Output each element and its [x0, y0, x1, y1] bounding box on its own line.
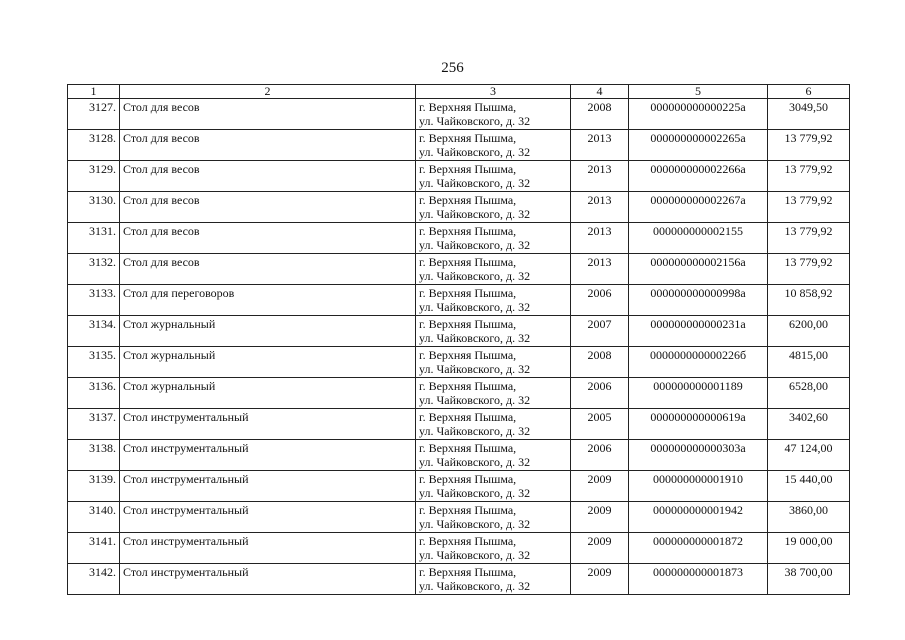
row-number-cell: 3127. — [68, 99, 120, 130]
address-street: ул. Чайковского, д. 32 — [419, 145, 531, 159]
address-city: г. Верхняя Пышма, — [419, 472, 517, 486]
year-cell: 2006 — [571, 440, 629, 471]
address-street: ул. Чайковского, д. 32 — [419, 238, 531, 252]
row-number-cell: 3133. — [68, 285, 120, 316]
row-number-cell: 3136. — [68, 378, 120, 409]
inventory-code-cell: 000000000000226б — [629, 347, 768, 378]
address-cell — [416, 285, 571, 316]
row-number-cell: 3130. — [68, 192, 120, 223]
value-cell: 4815,00 — [768, 347, 850, 378]
address-street: ул. Чайковского, д. 32 — [419, 207, 531, 221]
address-cell — [416, 316, 571, 347]
item-name-cell: Стол для весов — [120, 130, 416, 161]
table-body — [68, 99, 850, 595]
value-cell: 10 858,92 — [768, 285, 850, 316]
value-cell: 3860,00 — [768, 502, 850, 533]
row-number-cell: 3134. — [68, 316, 120, 347]
address-street: ул. Чайковского, д. 32 — [419, 517, 531, 531]
address-city: г. Верхняя Пышма, — [419, 162, 517, 176]
table-row — [68, 347, 850, 378]
year-cell: 2009 — [571, 502, 629, 533]
value-cell: 13 779,92 — [768, 223, 850, 254]
address-city: г. Верхняя Пышма, — [419, 286, 517, 300]
address-street: ул. Чайковского, д. 32 — [419, 176, 531, 190]
inventory-code-cell: 000000000002267а — [629, 192, 768, 223]
year-cell: 2008 — [571, 99, 629, 130]
year-cell: 2009 — [571, 533, 629, 564]
item-name-cell: Стол инструментальный — [120, 564, 416, 595]
item-name-cell: Стол инструментальный — [120, 502, 416, 533]
address-street: ул. Чайковского, д. 32 — [419, 579, 531, 593]
table-row — [68, 564, 850, 595]
year-cell: 2005 — [571, 409, 629, 440]
inventory-code-cell: 000000000000619а — [629, 409, 768, 440]
address-street: ул. Чайковского, д. 32 — [419, 455, 531, 469]
value-cell: 13 779,92 — [768, 161, 850, 192]
value-cell: 13 779,92 — [768, 254, 850, 285]
address-cell — [416, 161, 571, 192]
address-street: ул. Чайковского, д. 32 — [419, 486, 531, 500]
table-row — [68, 285, 850, 316]
inventory-table — [67, 84, 850, 595]
address-city: г. Верхняя Пышма, — [419, 534, 517, 548]
row-number-cell: 3141. — [68, 533, 120, 564]
item-name-cell: Стол журнальный — [120, 347, 416, 378]
address-city: г. Верхняя Пышма, — [419, 255, 517, 269]
item-name-cell: Стол инструментальный — [120, 471, 416, 502]
column-header-6: 6 — [768, 85, 850, 99]
row-number-cell: 3137. — [68, 409, 120, 440]
address-city: г. Верхняя Пышма, — [419, 379, 517, 393]
item-name-cell: Стол инструментальный — [120, 440, 416, 471]
address-city: г. Верхняя Пышма, — [419, 348, 517, 362]
year-cell: 2006 — [571, 285, 629, 316]
address-city: г. Верхняя Пышма, — [419, 224, 517, 238]
item-name-cell: Стол инструментальный — [120, 533, 416, 564]
column-header-1: 1 — [68, 85, 120, 99]
table-row — [68, 254, 850, 285]
item-name-cell: Стол для весов — [120, 99, 416, 130]
table-row — [68, 99, 850, 130]
address-cell — [416, 99, 571, 130]
value-cell: 6200,00 — [768, 316, 850, 347]
item-name-cell: Стол для весов — [120, 223, 416, 254]
address-city: г. Верхняя Пышма, — [419, 100, 517, 114]
address-city: г. Верхняя Пышма, — [419, 193, 517, 207]
row-number-cell: 3128. — [68, 130, 120, 161]
year-cell: 2009 — [571, 471, 629, 502]
address-street: ул. Чайковского, д. 32 — [419, 424, 531, 438]
value-cell: 13 779,92 — [768, 192, 850, 223]
item-name-cell: Стол инструментальный — [120, 409, 416, 440]
inventory-code-cell: 000000000000231а — [629, 316, 768, 347]
address-street: ул. Чайковского, д. 32 — [419, 269, 531, 283]
address-street: ул. Чайковского, д. 32 — [419, 331, 531, 345]
inventory-code-cell: 000000000002266а — [629, 161, 768, 192]
value-cell: 6528,00 — [768, 378, 850, 409]
row-number-cell: 3129. — [68, 161, 120, 192]
column-header-2: 2 — [120, 85, 416, 99]
address-cell — [416, 564, 571, 595]
inventory-code-cell: 000000000000225а — [629, 99, 768, 130]
address-street: ул. Чайковского, д. 32 — [419, 300, 531, 314]
inventory-code-cell: 000000000002155 — [629, 223, 768, 254]
table-row — [68, 502, 850, 533]
row-number-cell: 3140. — [68, 502, 120, 533]
address-city: г. Верхняя Пышма, — [419, 441, 517, 455]
item-name-cell: Стол для переговоров — [120, 285, 416, 316]
inventory-code-cell: 000000000001872 — [629, 533, 768, 564]
item-name-cell: Стол журнальный — [120, 378, 416, 409]
row-number-cell: 3135. — [68, 347, 120, 378]
value-cell: 3049,50 — [768, 99, 850, 130]
item-name-cell: Стол для весов — [120, 192, 416, 223]
table-row — [68, 161, 850, 192]
address-street: ул. Чайковского, д. 32 — [419, 362, 531, 376]
value-cell: 15 440,00 — [768, 471, 850, 502]
table-row — [68, 440, 850, 471]
value-cell: 38 700,00 — [768, 564, 850, 595]
column-header-4: 4 — [571, 85, 629, 99]
inventory-code-cell: 000000000001942 — [629, 502, 768, 533]
row-number-cell: 3138. — [68, 440, 120, 471]
row-number-cell: 3139. — [68, 471, 120, 502]
page-number: 256 — [441, 60, 464, 76]
address-cell — [416, 471, 571, 502]
address-cell — [416, 347, 571, 378]
inventory-code-cell: 000000000001910 — [629, 471, 768, 502]
table-row — [68, 130, 850, 161]
address-cell — [416, 378, 571, 409]
value-cell: 13 779,92 — [768, 130, 850, 161]
row-number-cell: 3132. — [68, 254, 120, 285]
address-city: г. Верхняя Пышма, — [419, 503, 517, 517]
address-city: г. Верхняя Пышма, — [419, 131, 517, 145]
year-cell: 2013 — [571, 130, 629, 161]
table-row — [68, 471, 850, 502]
address-street: ул. Чайковского, д. 32 — [419, 548, 531, 562]
column-header-5: 5 — [629, 85, 768, 99]
table-row — [68, 223, 850, 254]
inventory-code-cell: 000000000000998а — [629, 285, 768, 316]
address-cell — [416, 223, 571, 254]
year-cell: 2009 — [571, 564, 629, 595]
year-cell: 2013 — [571, 254, 629, 285]
row-number-cell: 3131. — [68, 223, 120, 254]
year-cell: 2013 — [571, 192, 629, 223]
column-header-3: 3 — [416, 85, 571, 99]
year-cell: 2007 — [571, 316, 629, 347]
table-row — [68, 192, 850, 223]
year-cell: 2013 — [571, 161, 629, 192]
inventory-code-cell: 000000000001189 — [629, 378, 768, 409]
value-cell: 47 124,00 — [768, 440, 850, 471]
item-name-cell: Стол для весов — [120, 254, 416, 285]
value-cell: 19 000,00 — [768, 533, 850, 564]
address-cell — [416, 130, 571, 161]
address-cell — [416, 409, 571, 440]
header-row — [68, 85, 850, 99]
row-number-cell: 3142. — [68, 564, 120, 595]
year-cell: 2008 — [571, 347, 629, 378]
inventory-code-cell: 000000000002156а — [629, 254, 768, 285]
year-cell: 2006 — [571, 378, 629, 409]
address-cell — [416, 533, 571, 564]
address-street: ул. Чайковского, д. 32 — [419, 393, 531, 407]
address-city: г. Верхняя Пышма, — [419, 565, 517, 579]
inventory-code-cell: 000000000000303а — [629, 440, 768, 471]
year-cell: 2013 — [571, 223, 629, 254]
item-name-cell: Стол журнальный — [120, 316, 416, 347]
address-cell — [416, 254, 571, 285]
address-street: ул. Чайковского, д. 32 — [419, 114, 531, 128]
address-cell — [416, 192, 571, 223]
table-row — [68, 409, 850, 440]
address-city: г. Верхняя Пышма, — [419, 410, 517, 424]
table-row — [68, 533, 850, 564]
table-header — [68, 85, 850, 99]
table-row — [68, 316, 850, 347]
address-city: г. Верхняя Пышма, — [419, 317, 517, 331]
value-cell: 3402,60 — [768, 409, 850, 440]
address-cell — [416, 440, 571, 471]
inventory-code-cell: 000000000001873 — [629, 564, 768, 595]
item-name-cell: Стол для весов — [120, 161, 416, 192]
inventory-code-cell: 000000000002265а — [629, 130, 768, 161]
table-row — [68, 378, 850, 409]
address-cell — [416, 502, 571, 533]
